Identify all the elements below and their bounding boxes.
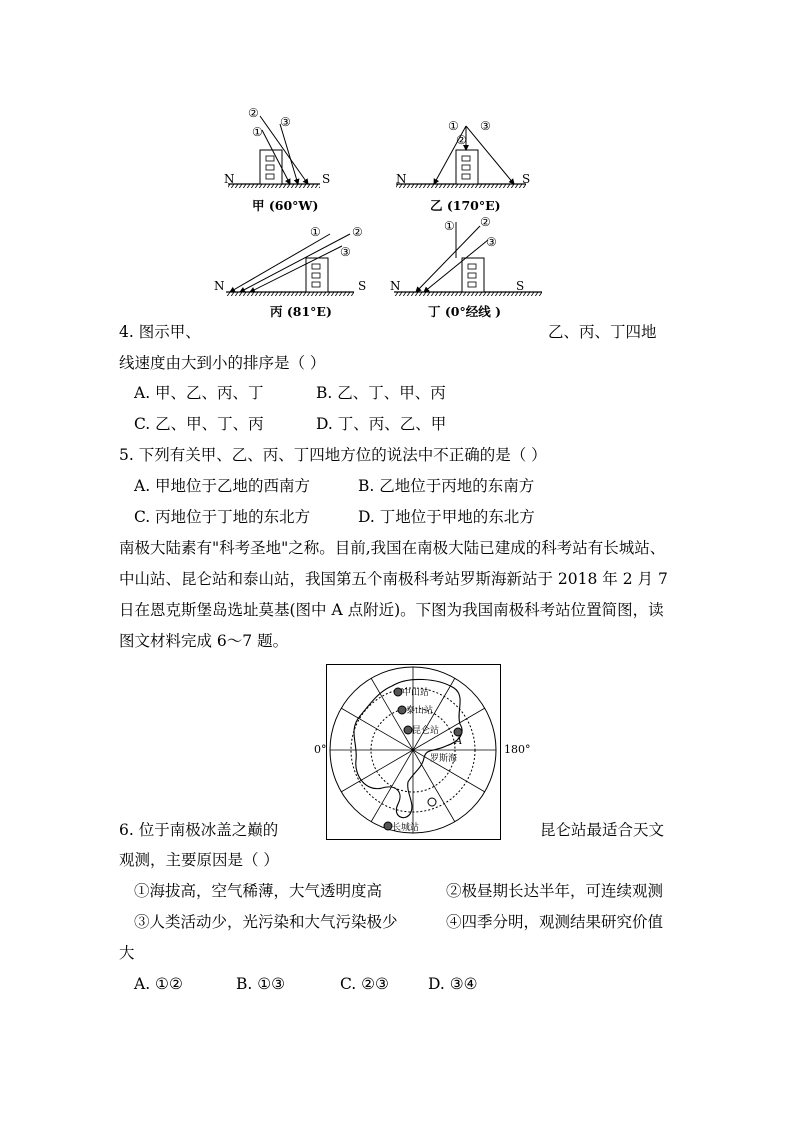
station-dot-a <box>454 728 462 736</box>
ray-label-2: ② <box>352 225 363 239</box>
ray-label-3: ③ <box>486 235 497 249</box>
q6-item-4: ④四季分明，观测结果研究价值 <box>446 913 664 931</box>
q4-option-b: B. 乙、丁、甲、丙 <box>316 384 446 402</box>
panel-yi <box>396 119 530 188</box>
station-label-changcheng: 长城站 <box>392 823 420 833</box>
q4-option-c: C. 乙、甲、丁、丙 <box>134 415 264 433</box>
panel-ding <box>390 215 542 296</box>
passage-line-2: 中山站、昆仑站和泰山站，我国第五个南极科考站罗斯海新站于 2018 年 2 月 7 <box>119 570 668 588</box>
q4-option-d: D. 丁、丙、乙、甲 <box>316 415 447 433</box>
q4-stem-b: 乙、丙、丁四地 <box>548 323 657 341</box>
ray-label-2: ② <box>480 215 491 229</box>
q5-option-b: B. 乙地位于丙地的东南方 <box>358 477 535 495</box>
ray-2 <box>240 234 350 292</box>
q6-option-c: C. ②③ <box>340 975 389 993</box>
passage-line-3: 日在恩克斯堡岛选址莫基(图中 A 点附近)。下图为我国南极科考站位置简图，读 <box>119 601 664 619</box>
label-s: S <box>322 172 331 186</box>
ray-label-1: ① <box>444 219 455 233</box>
label-s: S <box>358 279 367 293</box>
station-label-kunlun: 昆仑站 <box>412 726 440 736</box>
label-n: N <box>224 172 235 186</box>
station-dot-taishan <box>398 706 406 714</box>
station-label-zhongshan: 中山站 <box>402 688 430 698</box>
q4-stem-a: 4. 图示甲、 <box>119 323 201 341</box>
label-n: N <box>390 279 401 293</box>
ray-label-1: ① <box>448 119 459 133</box>
sea-label: 罗斯海 <box>430 754 458 764</box>
station-dot-zhongshan <box>394 688 402 696</box>
passage-line-4: 图文材料完成 6～7 题。 <box>119 632 289 650</box>
caption-ding: 丁 (0°经线 ) <box>428 304 501 319</box>
station-label-taishan: 泰山站 <box>406 706 434 716</box>
ray-label-3: ③ <box>480 119 491 133</box>
q6-item-2: ②极昼期长达半年，可连续观测 <box>446 882 664 900</box>
panel-bing <box>214 225 366 296</box>
q6-item-3: ③人类活动少，光污染和大气污染极少 <box>134 913 398 931</box>
ray-label-1: ① <box>310 225 321 239</box>
station-dot-changcheng <box>384 822 392 830</box>
label-n: N <box>214 279 225 293</box>
q6-stem-c: 观测，主要原因是（ ） <box>119 851 279 869</box>
caption-yi: 乙 (170°E) <box>430 198 501 213</box>
q5-option-c: C. 丙地位于丁地的东北方 <box>134 508 311 526</box>
antarctica-map <box>326 664 501 840</box>
ray-label-2: ② <box>248 106 259 120</box>
station-dot-kunlun <box>404 726 412 734</box>
q4-stem-c: 线速度由大到小的排序是（ ） <box>119 354 326 372</box>
q6-stem-b: 昆仑站最适合天文 <box>540 821 665 839</box>
q6-item-1: ①海拔高，空气稀薄，大气透明度高 <box>134 882 383 900</box>
q6-option-a: A. ①② <box>134 975 183 993</box>
q4-option-a: A. 甲、乙、丙、丁 <box>134 384 264 402</box>
q5-option-d: D. 丁地位于甲地的东北方 <box>358 508 535 526</box>
ray-3 <box>280 124 298 184</box>
q6-item-4-wrap: 大 <box>119 944 135 962</box>
caption-bing: 丙 (81°E) <box>270 304 332 319</box>
lon-left-label: 0° <box>314 743 327 756</box>
ray-label-3: ③ <box>340 245 351 259</box>
q6-option-d: D. ③④ <box>428 975 478 993</box>
ray-label-3: ③ <box>280 115 291 129</box>
passage-line-1: 南极大陆素有"科考圣地"之称。目前,我国在南极大陆已建成的科考站有长城站、 <box>119 539 666 557</box>
point-a-label: A <box>455 736 463 747</box>
q6-option-b: B. ①③ <box>236 975 286 993</box>
q5-option-a: A. 甲地位于乙地的西南方 <box>134 477 311 495</box>
q6-stem-a: 6. 位于南极冰盖之巅的 <box>119 821 279 839</box>
lon-right-label: 180° <box>504 743 531 756</box>
ray-label-1: ① <box>252 125 263 139</box>
label-n: N <box>396 172 407 186</box>
caption-jia: 甲 (60°W) <box>252 198 319 213</box>
label-s: S <box>522 172 531 186</box>
ray-label-2: ② <box>456 133 467 147</box>
label-s: S <box>516 279 525 293</box>
q5-stem: 5. 下列有关甲、乙、丙、丁四地方位的说法中不正确的是（ ） <box>119 446 547 464</box>
panel-jia <box>224 106 330 188</box>
